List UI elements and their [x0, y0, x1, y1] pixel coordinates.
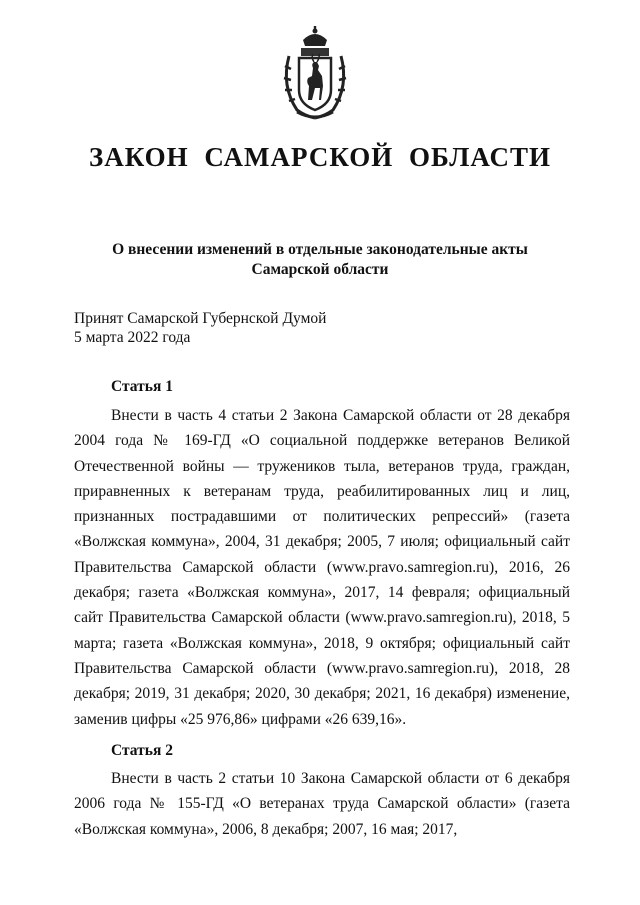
law-title: ЗАКОН САМАРСКОЙ ОБЛАСТИ — [89, 142, 551, 172]
article-1-heading: Статья 1 — [111, 378, 173, 395]
adoption-info — [74, 309, 574, 347]
subtitle-line-1: О внесении изменений в отдельные законодательные акты — [112, 241, 528, 258]
adoption-body: Принят Самарской Губернской Думой — [74, 310, 327, 327]
samara-coat-of-arms-icon — [275, 26, 355, 122]
article-2-text: Внести в часть 2 статьи 10 Закона Самарской области от 6 декабря 2006 года № 155-ГД «О ветеранах труда Самарской области» (газета «Волжская коммуна», 2006, 8 декабря; 2007, 16 мая; 2017, — [74, 770, 570, 838]
article-2-heading: Статья 2 — [111, 742, 173, 759]
adoption-date: 5 марта 2022 года — [74, 329, 191, 346]
subtitle-line-2: Самарской области — [251, 261, 389, 278]
law-subtitle — [60, 240, 580, 280]
article-1-text: Внести в часть 4 статьи 2 Закона Самарской области от 28 декабря 2004 года № 169-ГД «О социальной поддержке ветеранов Великой Отечественной войны — тружеников тыла, ветеранов труда, граждан, приравненных к ветеранам труда, реабилитированных лиц и лиц, признанных пострадавшими от политических репрессий» (газета «Волжская коммуна», 2004, 31 декабря; 2005, 7 июля; официальный сайт Правительства Самарской области (www.pravo.samregion.ru), 2016, 26 декабря; газета «Волжская коммуна», 2017, 14 февраля; официальный сайт Правительства Самарской области (www.pravo.samregion.ru), 2018, 5 марта; газета «Волжская коммуна», 2018, 9 октября; официальный сайт Правительства Самарской области (www.pravo.samregion.ru), 2018, 28 декабря; 2019, 31 декабря; 2020, 30 декабря; 2021, 16 декабря) изменение, заменив цифры «25 976,86» цифрами «26 639,16». — [74, 407, 570, 728]
